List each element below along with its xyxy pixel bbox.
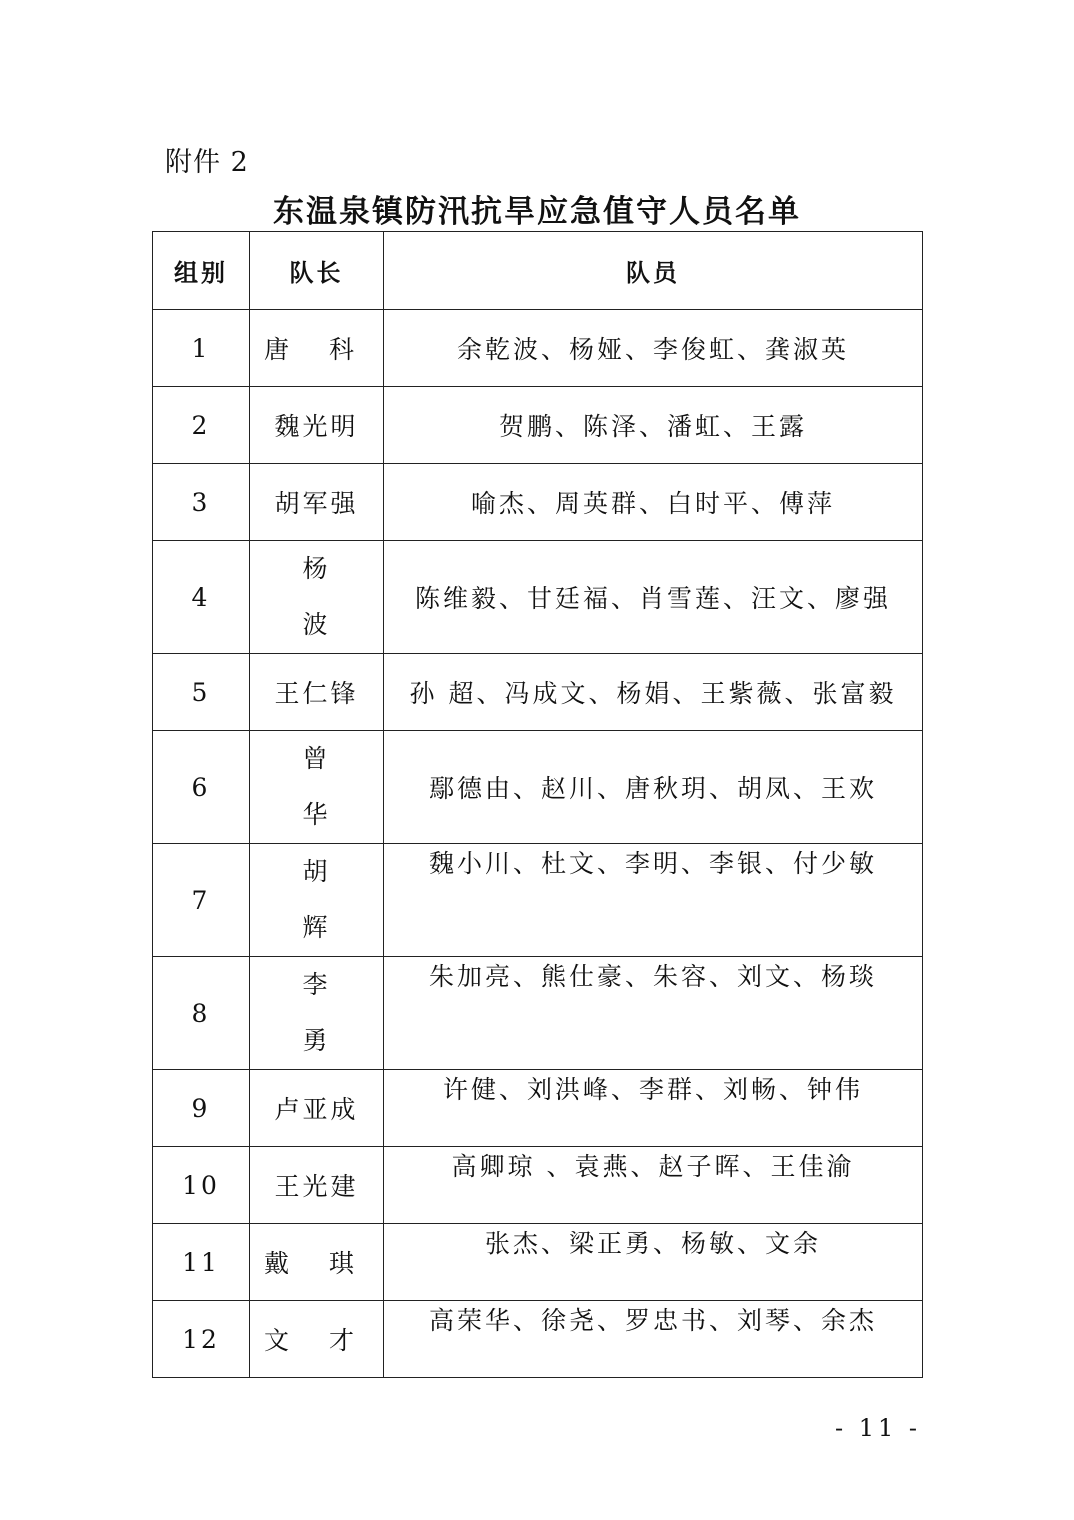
leader-char: 胡 bbox=[302, 857, 331, 886]
team-leader bbox=[250, 310, 384, 387]
team-leader bbox=[250, 731, 384, 844]
team-leader bbox=[250, 541, 384, 654]
leader-char: 文 bbox=[264, 1326, 293, 1355]
team-leader: 魏光明 bbox=[250, 387, 384, 464]
table-row bbox=[153, 1147, 923, 1224]
leader-char: 科 bbox=[328, 335, 357, 364]
team-members: 高荣华、徐尧、罗忠书、刘琴、余杰 bbox=[384, 1301, 923, 1378]
group-number: 7 bbox=[153, 844, 250, 957]
group-number: 12 bbox=[153, 1301, 250, 1378]
team-leader: 胡军强 bbox=[250, 464, 384, 541]
leader-char: 李 bbox=[302, 970, 331, 999]
team-members: 陈维毅、甘廷福、肖雪莲、汪文、廖强 bbox=[384, 541, 923, 654]
group-number: 10 bbox=[153, 1147, 250, 1224]
duty-roster-table bbox=[152, 231, 923, 1378]
table-row bbox=[153, 541, 923, 654]
team-members: 高卿琼 、袁燕、赵子晖、王佳渝 bbox=[384, 1147, 923, 1224]
team-members: 朱加亮、熊仕豪、朱容、刘文、杨琰 bbox=[384, 957, 923, 1070]
team-leader bbox=[250, 957, 384, 1070]
leader-char: 琪 bbox=[328, 1249, 357, 1278]
column-header-leader: 队长 bbox=[250, 232, 384, 310]
leader-char: 华 bbox=[302, 800, 331, 829]
attachment-label: 附件 2 bbox=[165, 147, 249, 178]
team-members: 许健、刘洪峰、李群、刘畅、钟伟 bbox=[384, 1070, 923, 1147]
table-header-row bbox=[153, 232, 923, 310]
leader-char: 杨 bbox=[302, 554, 331, 583]
leader-char: 曾 bbox=[302, 744, 331, 773]
group-number: 3 bbox=[153, 464, 250, 541]
table-row bbox=[153, 310, 923, 387]
group-number: 1 bbox=[153, 310, 250, 387]
table-row bbox=[153, 387, 923, 464]
column-header-group: 组别 bbox=[153, 232, 250, 310]
group-number: 9 bbox=[153, 1070, 250, 1147]
group-number: 4 bbox=[153, 541, 250, 654]
table-row bbox=[153, 1224, 923, 1301]
leader-char: 辉 bbox=[302, 913, 331, 942]
column-header-members: 队员 bbox=[384, 232, 923, 310]
team-members: 喻杰、周英群、白时平、傅萍 bbox=[384, 464, 923, 541]
group-number: 6 bbox=[153, 731, 250, 844]
page-number: - 11 - bbox=[835, 1414, 922, 1442]
team-leader: 王光建 bbox=[250, 1147, 384, 1224]
table-row bbox=[153, 654, 923, 731]
group-number: 2 bbox=[153, 387, 250, 464]
group-number: 8 bbox=[153, 957, 250, 1070]
document-title: 东温泉镇防汛抗旱应急值守人员名单 bbox=[273, 194, 801, 230]
team-leader bbox=[250, 1301, 384, 1378]
team-members: 孙 超、冯成文、杨娟、王紫薇、张富毅 bbox=[384, 654, 923, 731]
group-number: 5 bbox=[153, 654, 250, 731]
leader-char: 戴 bbox=[264, 1249, 293, 1278]
team-members: 魏小川、杜文、李明、李银、付少敏 bbox=[384, 844, 923, 957]
table-row bbox=[153, 844, 923, 957]
table-row bbox=[153, 464, 923, 541]
table-row bbox=[153, 1301, 923, 1378]
leader-char: 波 bbox=[302, 610, 331, 639]
leader-char: 唐 bbox=[264, 335, 293, 364]
table-row bbox=[153, 1070, 923, 1147]
leader-char: 勇 bbox=[302, 1026, 331, 1055]
team-leader: 王仁锋 bbox=[250, 654, 384, 731]
team-members: 鄢德由、赵川、唐秋玥、胡凤、王欢 bbox=[384, 731, 923, 844]
team-leader: 卢亚成 bbox=[250, 1070, 384, 1147]
table-row bbox=[153, 957, 923, 1070]
team-members: 余乾波、杨娅、李俊虹、龚淑英 bbox=[384, 310, 923, 387]
team-members: 张杰、梁正勇、杨敏、文余 bbox=[384, 1224, 923, 1301]
team-leader bbox=[250, 844, 384, 957]
group-number: 11 bbox=[153, 1224, 250, 1301]
leader-char: 才 bbox=[328, 1326, 357, 1355]
table-row bbox=[153, 731, 923, 844]
team-members: 贺鹏、陈泽、潘虹、王露 bbox=[384, 387, 923, 464]
team-leader bbox=[250, 1224, 384, 1301]
